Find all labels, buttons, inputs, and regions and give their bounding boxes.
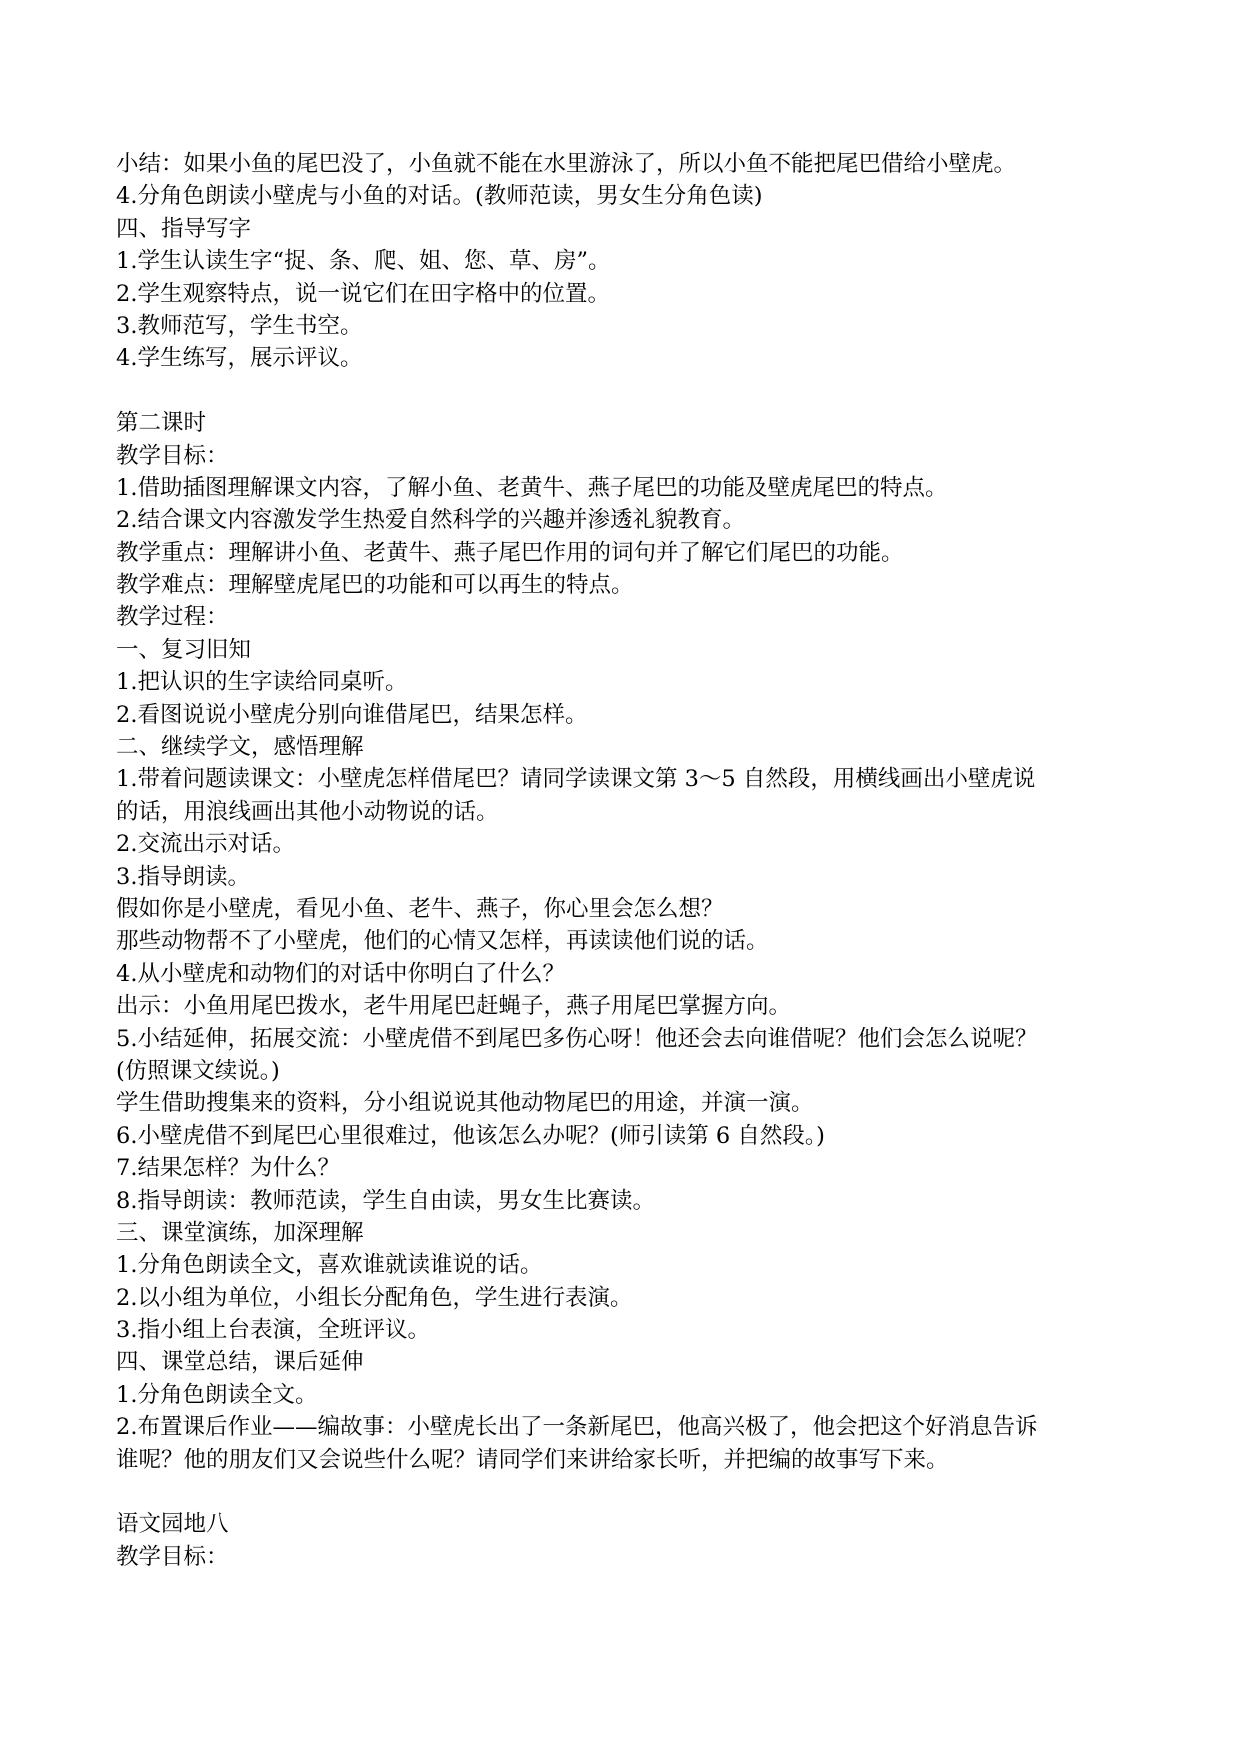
section-heading: 教学目标： xyxy=(116,1543,229,1570)
document-body xyxy=(116,148,1146,1573)
section-heading: 四、课堂总结，课后延伸 xyxy=(116,1349,364,1376)
section-heading: 二、继续学文，感悟理解 xyxy=(116,734,364,761)
text-line: 的话，用浪线画出其他小动物说的话。 xyxy=(116,798,499,825)
lesson-title: 第二课时 xyxy=(116,410,207,437)
text-line: 那些动物帮不了小壁虎，他们的心情又怎样，再读读他们说的话。 xyxy=(116,928,769,955)
text-line: 教学重点：理解讲小鱼、老黄牛、燕子尾巴作用的词句并了解它们尾巴的功能。 xyxy=(116,539,904,566)
text-line: 1.分角色朗读全文，喜欢谁就读谁说的话。 xyxy=(116,1252,543,1279)
text-line: 1.把认识的生字读给同桌听。 xyxy=(116,669,408,696)
text-line: 4.学生练写，展示评议。 xyxy=(116,345,363,372)
text-line: 3.指导朗读。 xyxy=(116,863,250,890)
text-line: 2.以小组为单位，小组长分配角色，学生进行表演。 xyxy=(116,1284,633,1311)
text-line: 谁呢？他的朋友们又会说些什么呢？请同学们来讲给家长听，并把编的故事写下来。 xyxy=(116,1446,949,1473)
text-line: 假如你是小壁虎，看见小鱼、老牛、燕子，你心里会怎么想？ xyxy=(116,895,724,922)
text-line: 4.从小壁虎和动物们的对话中你明白了什么？ xyxy=(116,960,565,987)
text-line: 1.学生认读生字“捉、条、爬、姐、您、草、房”。 xyxy=(116,248,611,275)
text-line: 1.带着问题读课文：小壁虎怎样借尾巴？请同学读课文第 3～5 自然段，用横线画出小壁虎说 xyxy=(116,766,1036,793)
text-line: 2.结合课文内容激发学生热爱自然科学的兴趣并渗透礼貌教育。 xyxy=(116,507,745,534)
blank-line xyxy=(116,1476,1146,1508)
lesson-title: 语文园地八 xyxy=(116,1511,229,1538)
blank-line xyxy=(116,375,1146,407)
text-line: 4.分角色朗读小壁虎与小鱼的对话。(教师范读，男女生分角色读) xyxy=(116,183,763,210)
text-line: 2.看图说说小壁虎分别向谁借尾巴，结果怎样。 xyxy=(116,701,588,728)
section-heading: 教学过程： xyxy=(116,604,229,631)
section-heading: 一、复习旧知 xyxy=(116,636,252,663)
text-line: 教学难点：理解壁虎尾巴的功能和可以再生的特点。 xyxy=(116,572,634,599)
text-line: 6.小壁虎借不到尾巴心里很难过，他该怎么办呢？(师引读第 6 自然段。) xyxy=(116,1122,825,1149)
text-line: 3.指小组上台表演，全班评议。 xyxy=(116,1317,430,1344)
text-line: 5.小结延伸，拓展交流：小壁虎借不到尾巴多伤心呀！他还会去向谁借呢？他们会怎么说呢？ xyxy=(116,1025,1038,1052)
text-line: 2.学生观察特点，说一说它们在田字格中的位置。 xyxy=(116,280,610,307)
text-line: 学生借助搜集来的资料，分小组说说其他动物尾巴的用途，并演一演。 xyxy=(116,1090,814,1117)
text-line: 3.教师范写，学生书空。 xyxy=(116,312,363,339)
text-line: 小结：如果小鱼的尾巴没了，小鱼就不能在水里游泳了，所以小鱼不能把尾巴借给小壁虎。 xyxy=(116,151,1017,177)
text-line: 7.结果怎样？为什么？ xyxy=(116,1155,340,1182)
text-line: 1.借助插图理解课文内容，了解小鱼、老黄牛、燕子尾巴的功能及壁虎尾巴的特点。 xyxy=(116,474,948,501)
text-line: (仿照课文续说。) xyxy=(116,1057,280,1084)
text-line: 1.分角色朗读全文。 xyxy=(116,1381,318,1408)
text-line: 2.交流出示对话。 xyxy=(116,831,295,858)
section-heading: 四、指导写字 xyxy=(116,215,252,242)
text-line: 8.指导朗读：教师范读，学生自由读，男女生比赛读。 xyxy=(116,1187,655,1214)
section-heading: 三、课堂演练，加深理解 xyxy=(116,1219,364,1246)
section-heading: 教学目标： xyxy=(116,442,229,469)
text-line: 出示：小鱼用尾巴拨水，老牛用尾巴赶蝇子，燕子用尾巴掌握方向。 xyxy=(116,993,792,1020)
text-line: 2.布置课后作业——编故事：小壁虎长出了一条新尾巴，他高兴极了，他会把这个好消息告诉 xyxy=(116,1414,1038,1441)
